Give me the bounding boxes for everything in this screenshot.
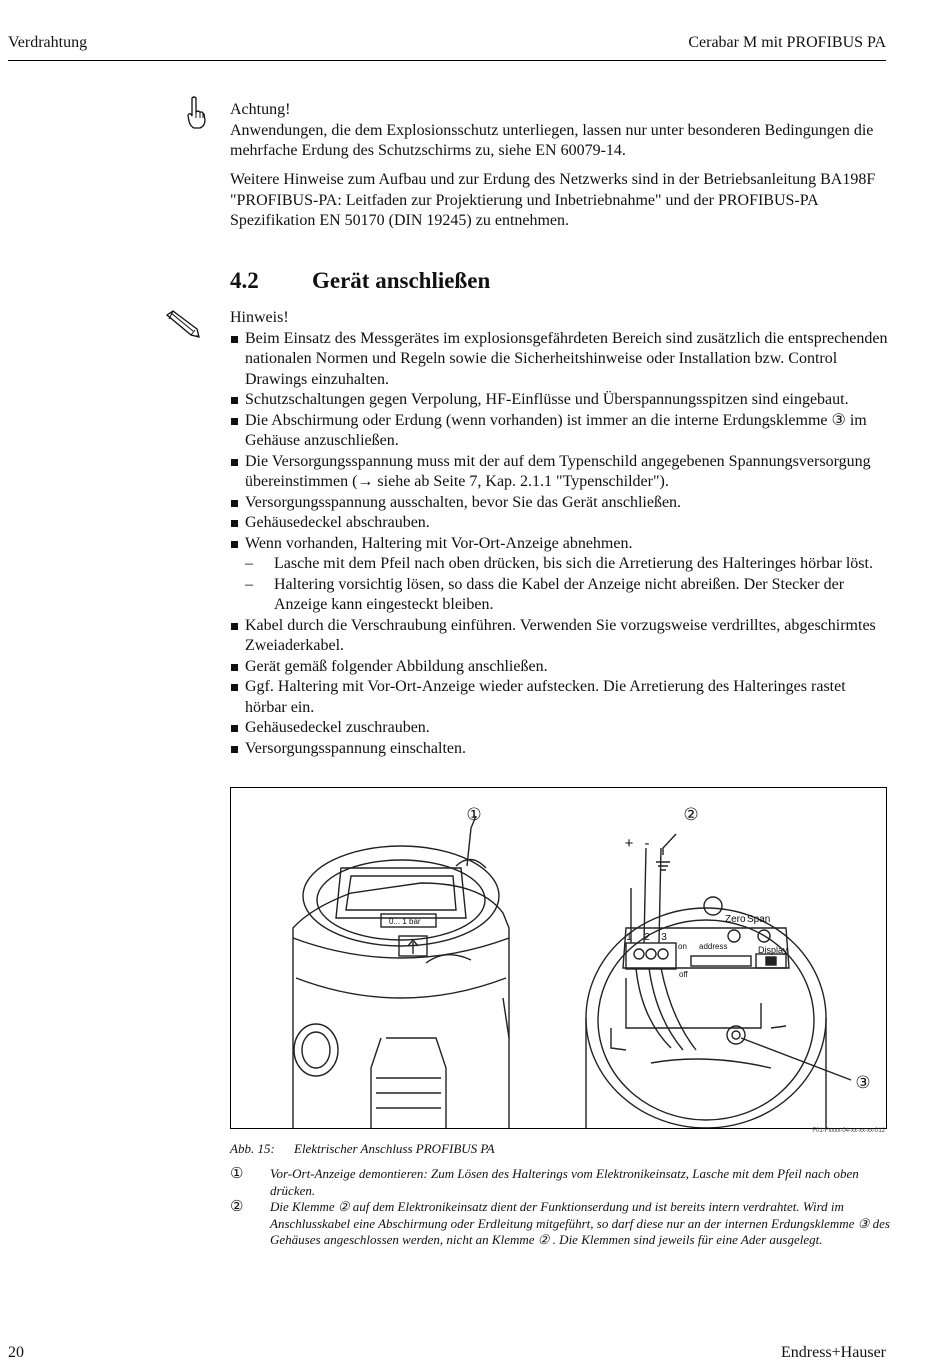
list-item: Gehäusedeckel zuschrauben. (230, 718, 888, 739)
wiring-figure (230, 787, 887, 1129)
section-number: 4.2 (230, 268, 259, 293)
note-title: Hinweis! (230, 309, 289, 326)
wiring-illustration (231, 788, 886, 1128)
caption-label: Abb. 15: (230, 1141, 275, 1156)
polarity-plus: + (624, 835, 634, 852)
more-info-text: Weitere Hinweise zum Aufbau und zur Erdung des Netzwerks sind in der Betriebsanleitung BA198F "PROFIBUS-PA: Leitfaden zur Projektierung und Inbetriebnahme" und der PROFIBUS-PA Spezifikation EN 50170 (DIN 19245) zu entnehmen. (230, 171, 876, 229)
display-label: Display (758, 945, 788, 955)
list-item: Die Abschirmung oder Erdung (wenn vorhanden) ist immer an die interne Erdungsklemme ③ im Gehäuse anzuschließen. (230, 411, 888, 452)
note-list (230, 329, 888, 760)
callout-3: ③ (855, 1073, 871, 1092)
section-title: Gerät anschließen (312, 268, 491, 293)
pencil-icon (163, 309, 201, 339)
list-item: Versorgungsspannung ausschalten, bevor Sie das Gerät anschließen. (230, 493, 888, 514)
sub-list-item: – Lasche mit dem Pfeil nach oben drücken, bis sich die Arretierung des Halteringes hörbar löst. (245, 554, 888, 575)
warning-title: Achtung! (230, 101, 291, 118)
page-number: 20 (8, 1344, 24, 1361)
span-label: Span (747, 914, 771, 925)
sub-list-item: – Haltering vorsichtig lösen, so dass die Kabel der Anzeige nicht abreißen. Der Stecker der Anzeige kann eingesteckt bleiben. (245, 575, 888, 616)
page-header (8, 30, 886, 61)
warning-text: Anwendungen, die dem Explosionsschutz unterliegen, lassen nur unter besonderen Bedingungen die mehrfache Erdung des Schutzschirms zu, siehe EN 60079-14. (230, 121, 874, 159)
polarity-minus: - (644, 835, 650, 852)
list-item: Versorgungsspannung einschalten. (230, 739, 888, 760)
more-info-paragraph (230, 170, 888, 232)
list-item: Ggf. Haltering mit Vor-Ort-Anzeige wieder aufstecken. Die Arretierung des Halteringes rastet hörbar ein. (230, 677, 888, 718)
warning-block (230, 100, 888, 162)
address-label: address (699, 942, 728, 951)
callout-2: ② (683, 805, 699, 824)
terminal-label: 3 (661, 932, 667, 943)
scale-label: 0... 1 bar (389, 917, 421, 926)
list-item-text: Wenn vorhanden, Haltering mit Vor-Ort-Anzeige abnehmen. (245, 534, 633, 552)
list-item: Schutzschaltungen gegen Verpolung, HF-Einflüsse und Überspannungsspitzen sind eingebaut. (230, 390, 888, 411)
legend-item (230, 1166, 890, 1199)
header-product: Cerabar M mit PROFIBUS PA (688, 34, 886, 51)
off-label: off (679, 970, 688, 979)
section-heading (230, 268, 490, 294)
terminal-label: 1 (626, 932, 632, 943)
note-block (230, 308, 888, 759)
on-label: on (678, 942, 687, 951)
legend-text: Die Klemme ② auf dem Elektronikeinsatz dient der Funktionserdung und ist bereits intern verdrahtet. Wird im Anschlusskabel eine Abschirmung oder Erdleitung mitgeführt, so darf diese nur an der internen Erdungsklemme ③ des Gehäuses angeschlossen werden, nicht an Klemme ② . Die Klemmen sind jeweils für eine Ader ausgelegt. (270, 1199, 890, 1247)
sub-list (245, 554, 888, 616)
legend-marker: ② (230, 1199, 244, 1215)
footer-brand: Endress+Hauser (781, 1344, 886, 1361)
callout-1: ① (466, 805, 482, 824)
pointing-hand-icon (186, 96, 208, 130)
list-item: Beim Einsatz des Messgerätes im explosionsgefährdeten Bereich sind zusätzlich die entsprechenden nationalen Normen und Regeln sowie die Sicherheitshinweise oder Installation bzw. Control Drawings einzuhalten. (230, 329, 888, 391)
caption-text: Elektrischer Anschluss PROFIBUS PA (294, 1141, 495, 1156)
figure-code: F01-Fxxxx-04-xx-xx-xx-012 (812, 1128, 885, 1134)
legend-item (230, 1199, 890, 1249)
figure-caption (230, 1141, 495, 1157)
list-item: Die Versorgungsspannung muss mit der auf dem Typenschild angegebenen Spannungsversorgung übereinstimmen (→ siehe ab Seite 7, Kap. 2.1.1 "Typenschilder"). (230, 452, 888, 493)
header-section: Verdrahtung (8, 34, 88, 51)
zero-label: Zero (725, 914, 746, 925)
legend-marker: ① (230, 1166, 244, 1182)
list-item (230, 534, 888, 616)
list-item: Gerät gemäß folgender Abbildung anschließen. (230, 657, 888, 678)
list-item: Kabel durch die Verschraubung einführen. Verwenden Sie vorzugsweise verdrilltes, abgeschirmtes Zweiaderkabel. (230, 616, 888, 657)
legend-text: Vor-Ort-Anzeige demontieren: Zum Lösen des Halterings vom Elektronikeinsatz, Lasche mit dem Pfeil nach oben drücken. (270, 1166, 859, 1198)
list-item: Gehäusedeckel abschrauben. (230, 513, 888, 534)
terminal-label: 2 (644, 932, 650, 943)
